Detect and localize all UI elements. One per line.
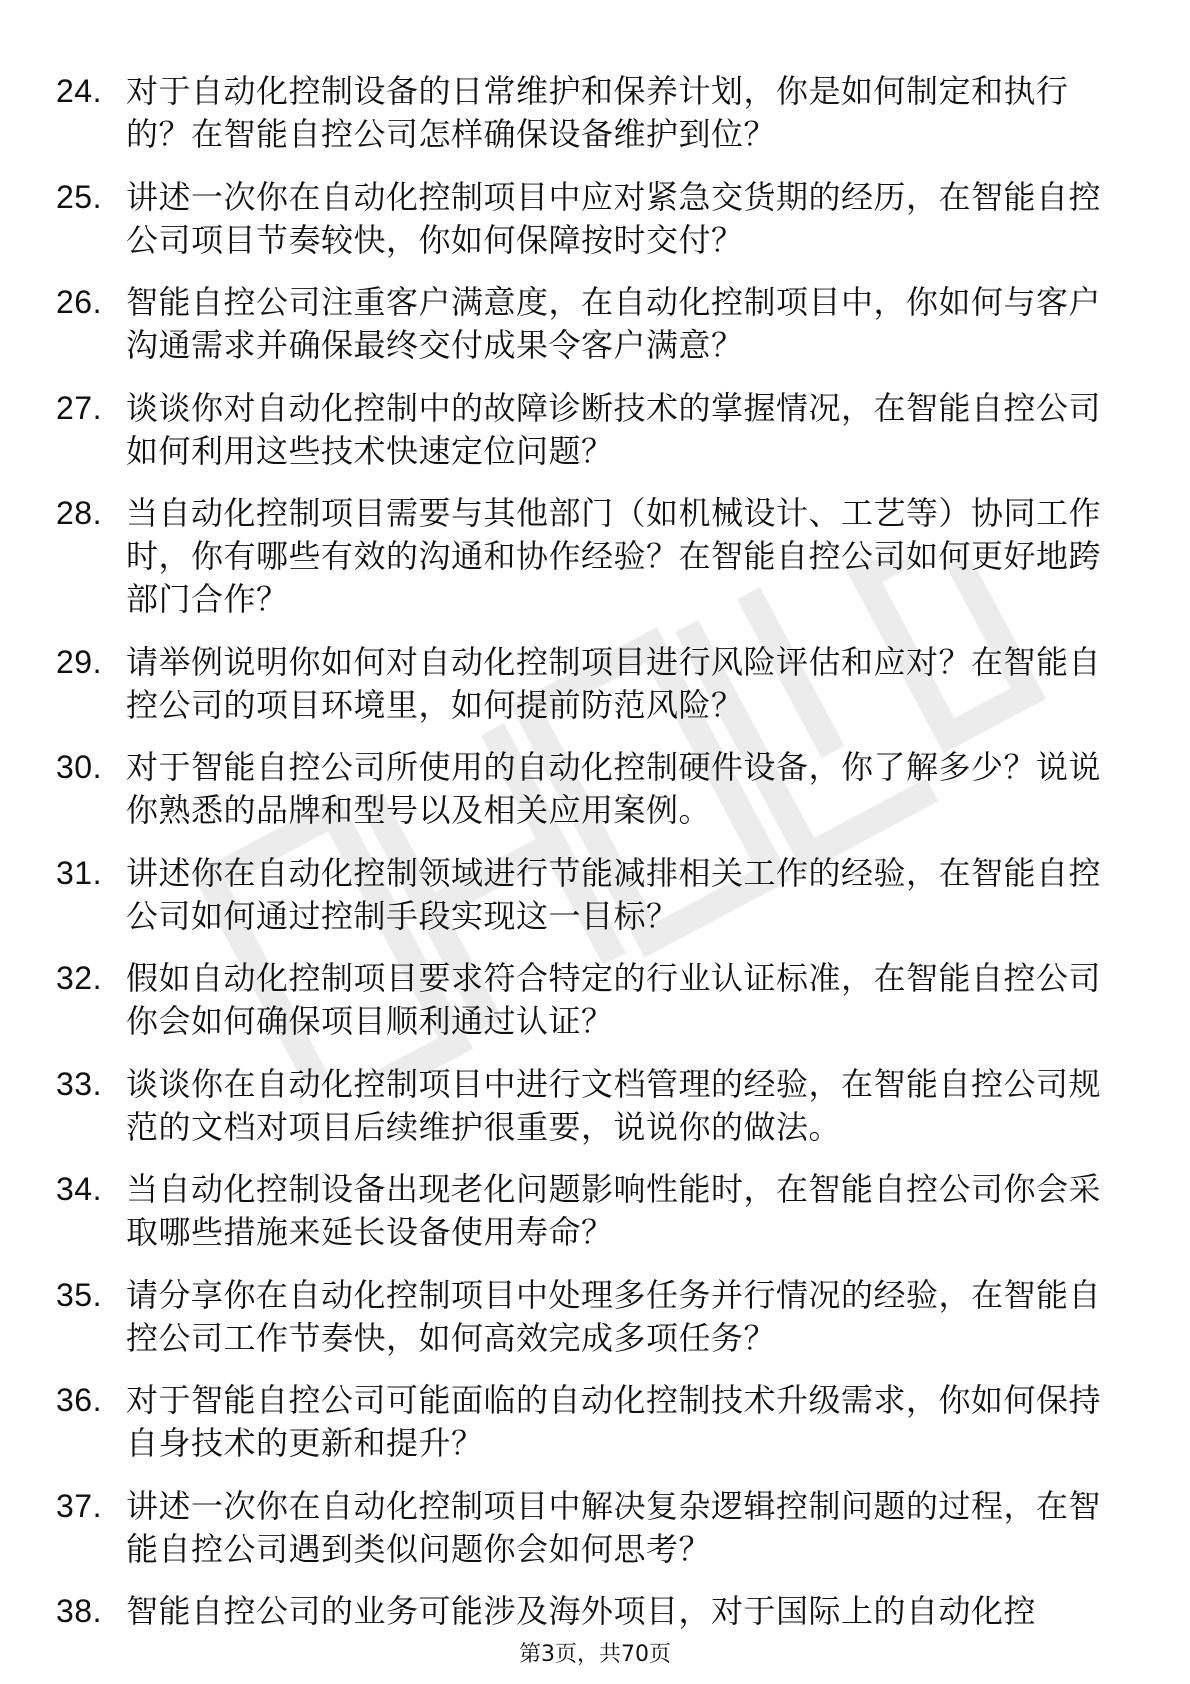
list-item [56, 852, 1126, 938]
list-item [56, 492, 1126, 621]
question-number: 37. [56, 1487, 102, 1524]
list-item [56, 1168, 1126, 1254]
question-text: 智能自控公司的业务可能涉及海外项目，对于国际上的自动化控 [126, 1592, 1037, 1630]
question-text: 请分享你在自动化控制项目中处理多任务并行情况的经验，在智能自控公司工作节奏快，如何高效完成多项任务？ [126, 1275, 1102, 1357]
question-number: 35. [56, 1276, 102, 1313]
question-list [56, 70, 1126, 1653]
question-number: 27. [56, 389, 102, 426]
list-item [56, 641, 1126, 727]
question-number: 28. [56, 495, 102, 531]
list-item [56, 1063, 1126, 1149]
question-number: 38. [56, 1593, 102, 1629]
list-item [56, 70, 1126, 156]
question-number: 24. [56, 73, 102, 109]
list-item [56, 281, 1126, 367]
question-text: 对于智能自控公司可能面临的自动化控制技术升级需求，你如何保持自身技术的更新和提升？ [126, 1381, 1102, 1462]
question-text: 讲述一次你在自动化控制项目中应对紧急交货期的经历，在智能自控公司项目节奏较快，你如何保障按时交付？ [126, 177, 1102, 259]
question-number: 29. [56, 643, 102, 680]
question-text: 讲述你在自动化控制领域进行节能减排相关工作的经验，在智能自控公司如何通过控制手段实现这一目标？ [126, 853, 1102, 935]
question-text: 假如自动化控制项目要求符合特定的行业认证标准，在智能自控公司你会如何确保项目顺利通过认证？ [126, 959, 1102, 1040]
list-item [56, 1379, 1126, 1465]
question-number: 36. [56, 1382, 102, 1418]
question-number: 30. [56, 749, 102, 785]
question-text: 谈谈你在自动化控制项目中进行文档管理的经验，在智能自控公司规范的文档对项目后续维护很重要，说说你的做法。 [126, 1064, 1102, 1146]
list-item [56, 1274, 1126, 1360]
question-number: 32. [56, 960, 102, 996]
question-number: 31. [56, 854, 102, 891]
question-text: 当自动化控制设备出现老化问题影响性能时，在智能自控公司你会采取哪些措施来延长设备使用寿命？ [126, 1170, 1102, 1251]
list-item [56, 957, 1126, 1043]
list-item [56, 1590, 1126, 1633]
list-item [56, 387, 1126, 473]
question-number: 26. [56, 284, 102, 320]
list-item [56, 1485, 1126, 1571]
question-number: 25. [56, 178, 102, 215]
question-text: 讲述一次你在自动化控制项目中解决复杂逻辑控制问题的过程，在智能自控公司遇到类似问题你会如何思考？ [126, 1486, 1102, 1568]
list-item [56, 176, 1126, 262]
question-text: 请举例说明你如何对自动化控制项目进行风险评估和应对？在智能自控公司的项目环境里，如何提前防范风险？ [126, 642, 1102, 724]
question-text: 当自动化控制项目需要与其他部门（如机械设计、工艺等）协同工作时，你有哪些有效的沟通和协作经验？在智能自控公司如何更好地跨部门合作？ [126, 494, 1102, 618]
question-text: 谈谈你对自动化控制中的故障诊断技术的掌握情况，在智能自控公司如何利用这些技术快速定位问题？ [126, 388, 1102, 470]
list-item [56, 746, 1126, 832]
question-text: 对于智能自控公司所使用的自动化控制硬件设备，你了解多少？说说你熟悉的品牌和型号以及相关应用案例。 [126, 748, 1102, 829]
question-number: 34. [56, 1171, 102, 1207]
question-text: 智能自控公司注重客户满意度，在自动化控制项目中，你如何与客户沟通需求并确保最终交付成果令客户满意？ [126, 283, 1102, 364]
question-text: 对于自动化控制设备的日常维护和保养计划，你是如何制定和执行的？在智能自控公司怎样确保设备维护到位？ [126, 72, 1069, 153]
question-number: 33. [56, 1065, 102, 1102]
page-footer: 第3页，共70页 [519, 1642, 671, 1667]
